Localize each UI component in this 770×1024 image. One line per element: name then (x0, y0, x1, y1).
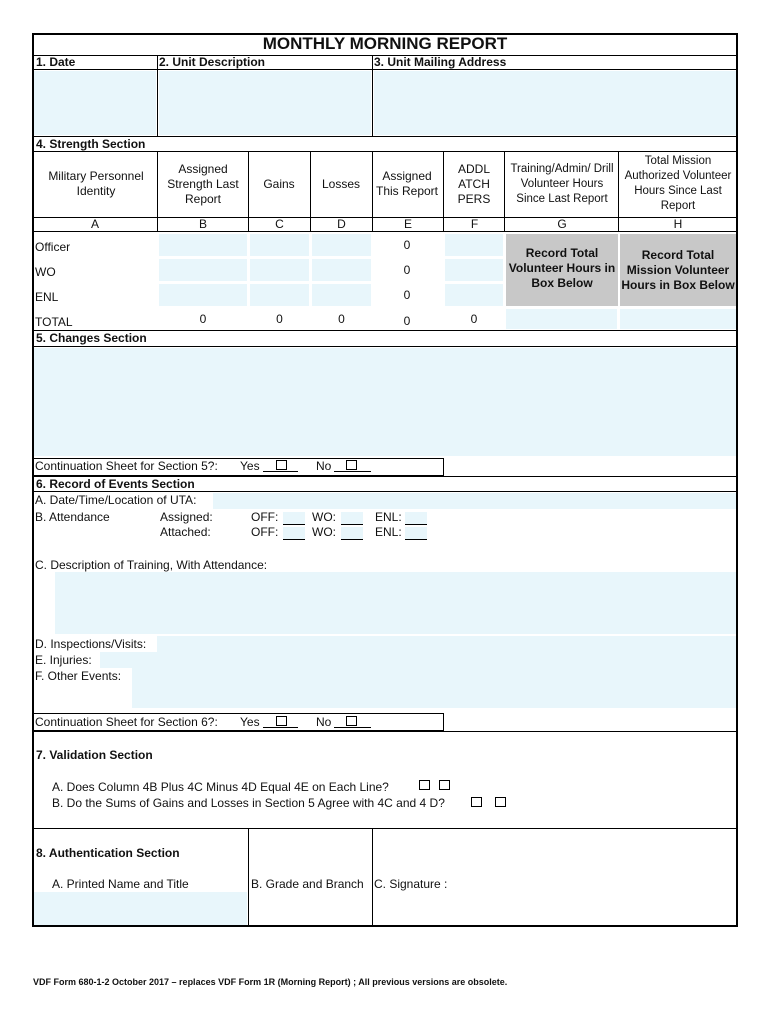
officer-d-field[interactable] (312, 234, 371, 256)
col-letter-h: H (673, 216, 683, 231)
validation-b-no-checkbox[interactable] (495, 797, 506, 807)
changes-section-label: 5. Changes Section (36, 331, 147, 345)
events-a-label: A. Date/Time/Location of UTA: (35, 493, 197, 507)
row-label-total: TOTAL (35, 315, 73, 329)
divider (310, 151, 311, 231)
wo-c-field[interactable] (250, 259, 309, 281)
date-label: 1. Date (36, 55, 76, 69)
divider (263, 471, 298, 472)
divider (157, 55, 158, 137)
other-events-field[interactable] (132, 668, 736, 708)
wo-b-field[interactable] (159, 259, 247, 281)
attendance-attached-label: Attached: (160, 525, 211, 539)
officer-b-field[interactable] (159, 234, 247, 256)
divider (372, 55, 373, 137)
col-header-g: Training/Admin/ Drill Volunteer Hours Since Last Report (510, 162, 614, 205)
total-b-value: 0 (199, 311, 207, 326)
divider (372, 151, 373, 231)
col-letter-g: G (557, 216, 567, 231)
officer-c-field[interactable] (250, 234, 309, 256)
col-letter-c: C (275, 216, 284, 231)
form-title: MONTHLY MORNING REPORT (262, 34, 508, 53)
total-h-field[interactable] (620, 309, 736, 329)
events-c-label: C. Description of Training, With Attendance: (35, 558, 268, 572)
enl-f-field[interactable] (445, 284, 503, 306)
col-letter-b: B (198, 216, 207, 231)
total-d-value: 0 (338, 311, 345, 326)
unit-mailing-address-label: 3. Unit Mailing Address (374, 55, 507, 69)
printed-name-field[interactable] (34, 892, 247, 925)
validation-a-yes-checkbox[interactable] (419, 780, 430, 790)
col-header-f: ADDL ATCH PERS (457, 161, 491, 206)
printed-name-label: A. Printed Name and Title (52, 877, 189, 891)
events-e-label: E. Injuries: (35, 653, 92, 667)
validation-section-label: 7. Validation Section (36, 748, 153, 762)
wo-d-field[interactable] (312, 259, 371, 281)
col-header-e: Assigned This Report (375, 169, 439, 198)
validation-question-b: B. Do the Sums of Gains and Losses in Section 5 Agree with 4C and 4 D? (52, 796, 445, 810)
row-label-wo: WO (35, 265, 56, 279)
divider (32, 231, 738, 232)
uta-field[interactable] (213, 493, 736, 509)
assigned-off-label: OFF: (251, 510, 279, 524)
unit-mailing-address-field[interactable] (374, 71, 736, 135)
authentication-section-label: 8. Authentication Section (36, 846, 180, 860)
divider (248, 828, 249, 926)
attached-off-field[interactable] (283, 527, 305, 540)
grade-branch-label: B. Grade and Branch (251, 877, 364, 891)
col-header-b: Assigned Strength Last Report (167, 161, 239, 206)
events-f-label: F. Other Events: (35, 669, 122, 683)
events-d-label: D. Inspections/Visits: (35, 637, 147, 651)
attached-wo-label: WO: (312, 525, 336, 539)
injuries-field[interactable] (100, 652, 736, 668)
continuation-5-no-label: No (316, 459, 332, 473)
col-header-a: Military Personnel Identity (48, 169, 144, 198)
total-f-value: 0 (470, 311, 478, 326)
continuation-6-no-label: No (316, 715, 332, 729)
date-field[interactable] (34, 71, 156, 135)
assigned-wo-field[interactable] (341, 512, 363, 525)
changes-field[interactable] (34, 348, 736, 456)
validation-b-yes-checkbox[interactable] (471, 797, 482, 807)
assigned-enl-field[interactable] (405, 512, 427, 525)
events-b-label: B. Attendance (35, 510, 110, 524)
officer-f-field[interactable] (445, 234, 503, 256)
unit-description-label: 2. Unit Description (159, 55, 266, 69)
attached-enl-label: ENL: (375, 525, 402, 539)
divider (263, 727, 298, 728)
enl-d-field[interactable] (312, 284, 371, 306)
col-letter-d: D (337, 216, 346, 231)
events-section-label: 6. Record of Events Section (36, 477, 195, 491)
column-g-note: Record Total Volunteer Hours in Box Below (508, 245, 616, 290)
continuation-5-no-checkbox[interactable] (346, 460, 357, 470)
col-letter-f: F (470, 216, 479, 231)
form-footer: VDF Form 680-1-2 October 2017 – replaces VDF Form 1R (Morning Report) ; All previous versions are obsolete. (33, 977, 508, 987)
divider (248, 151, 249, 231)
divider (157, 151, 158, 231)
continuation-5-yes-checkbox[interactable] (276, 460, 287, 470)
attendance-assigned-label: Assigned: (160, 510, 213, 524)
divider (504, 151, 505, 231)
signature-label: C. Signature : (374, 877, 448, 891)
continuation-6-label: Continuation Sheet for Section 6?: (35, 715, 218, 729)
col-header-c: Gains (263, 176, 295, 191)
wo-f-field[interactable] (445, 259, 503, 281)
divider (618, 151, 619, 231)
strength-section-label: 4. Strength Section (36, 137, 146, 151)
continuation-5-label: Continuation Sheet for Section 5?: (35, 459, 218, 473)
divider (372, 828, 373, 926)
assigned-enl-label: ENL: (375, 510, 402, 524)
enl-b-field[interactable] (159, 284, 247, 306)
inspections-field[interactable] (157, 636, 736, 652)
total-g-field[interactable] (506, 309, 617, 329)
divider (32, 491, 738, 492)
divider (32, 731, 738, 732)
row-label-enl: ENL (35, 290, 59, 304)
col-letter-a: A (90, 216, 99, 231)
training-description-field[interactable] (55, 572, 736, 634)
continuation-6-yes-checkbox[interactable] (276, 716, 287, 726)
assigned-off-field[interactable] (283, 512, 305, 525)
attached-wo-field[interactable] (341, 527, 363, 540)
total-e-value: 0 (403, 313, 411, 328)
col-header-d: Losses (321, 176, 361, 191)
column-h-note: Record Total Mission Volunteer Hours in Box Below (621, 247, 735, 292)
row-label-officer: Officer (35, 240, 71, 254)
continuation-6-yes-label: Yes (240, 715, 260, 729)
divider (443, 151, 444, 231)
divider (334, 471, 371, 472)
continuation-6-no-checkbox[interactable] (346, 716, 357, 726)
attached-enl-field[interactable] (405, 527, 427, 540)
continuation-5-yes-label: Yes (240, 459, 260, 473)
divider (32, 828, 738, 829)
divider (32, 346, 738, 347)
attached-off-label: OFF: (251, 525, 279, 539)
assigned-wo-label: WO: (312, 510, 336, 524)
enl-e-value: 0 (403, 287, 411, 302)
validation-a-no-checkbox[interactable] (439, 780, 450, 790)
unit-description-field[interactable] (159, 71, 371, 135)
officer-e-value: 0 (403, 237, 411, 252)
col-header-h: Total Mission Authorized Volunteer Hours Since Last Report (624, 155, 732, 212)
validation-question-a: A. Does Column 4B Plus 4C Minus 4D Equal 4E on Each Line? (52, 780, 389, 794)
total-c-value: 0 (276, 311, 283, 326)
col-letter-e: E (403, 216, 412, 231)
wo-e-value: 0 (403, 262, 411, 277)
enl-c-field[interactable] (250, 284, 309, 306)
divider (334, 727, 371, 728)
divider (32, 69, 738, 70)
